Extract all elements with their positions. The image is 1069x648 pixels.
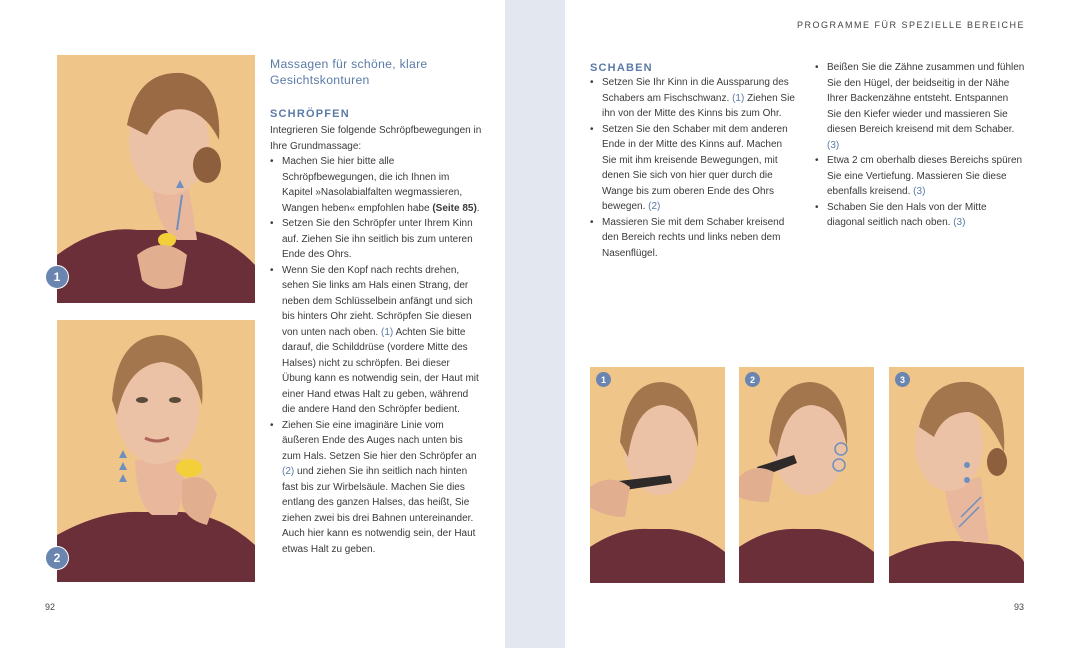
photo-1-badge: 1 bbox=[45, 265, 69, 289]
book-gutter bbox=[505, 0, 565, 648]
figure-reference: (2) bbox=[648, 201, 661, 212]
list-item: • Schaben Sie den Hals von der Mitte diagonal seitlich nach oben. (3) bbox=[815, 200, 1025, 231]
woman-scraper-chin-illustration bbox=[590, 367, 725, 583]
list-item: • Ziehen Sie eine imaginäre Linie vom äußeren Ende des Auges nach unten bis zum Hals. Setzen Sie hier den Schröpfer an (2) und ziehen Sie ihn seitlich nach hinten fast bis zur Wirbelsäule. Machen Sie dies entlang des ganzen Halses, das heißt, Sie ziehen zwei bis drei Bahnen untereinander. Auch hier kann es notwendig sein, der Haut etwas Halt zu geben. bbox=[270, 418, 482, 558]
photo-small-2-badge: 2 bbox=[745, 372, 760, 387]
list-item: • Setzen Sie Ihr Kinn in die Aussparung des Schabers am Fischschwanz. (1) Ziehen Sie ihn von der Mitte des Kinns bis zum Ohr. bbox=[590, 75, 795, 122]
figure-reference: (1) bbox=[380, 326, 394, 338]
figure-reference: (3) bbox=[953, 217, 966, 228]
photo-neck-cupping-front bbox=[57, 320, 255, 582]
figure-reference: (1) bbox=[732, 92, 745, 104]
left-page bbox=[0, 0, 505, 648]
scraping-bullet-list-2 bbox=[815, 60, 1025, 231]
scraping-column-2 bbox=[815, 60, 1025, 231]
photo-neck-diagonal bbox=[889, 367, 1024, 583]
list-item: • Machen Sie hier bitte alle Schröpfbewegungen, die ich Ihnen im Kapitel »Nasolabialfalten wegmassieren, Wangen heben« empfohlen habe (Seite 85). bbox=[270, 154, 482, 216]
woman-scraper-cheek-illustration bbox=[739, 367, 874, 583]
list-item: • Massieren Sie mit dem Schaber kreisend den Bereich rechts und links neben dem Nasenflügel. bbox=[590, 215, 795, 262]
list-item: • Setzen Sie den Schröpfer unter Ihrem Kinn auf. Ziehen Sie ihn seitlich bis zum unteren Ende des Ohrs. bbox=[270, 216, 482, 263]
page-number-left: 92 bbox=[45, 602, 56, 612]
list-item: • Beißen Sie die Zähne zusammen und fühlen Sie den Hügel, der beidseitig in der Nähe Ihrer Backenzähne entsteht. Entspannen Sie den Kiefer wieder und massieren Sie diesen Bereich kreisend mit dem Schaber. (3) bbox=[815, 60, 1025, 153]
figure-reference: (3) bbox=[827, 139, 840, 151]
photo-neck-cupping-side bbox=[57, 55, 255, 303]
cupping-bullet-list bbox=[270, 154, 482, 557]
running-head: PROGRAMME FÜR SPEZIELLE BEREICHE bbox=[796, 20, 1025, 30]
figure-reference: (2) bbox=[282, 466, 295, 477]
page-number-right: 93 bbox=[1014, 602, 1025, 612]
photo-small-1-badge: 1 bbox=[596, 372, 611, 387]
figure-reference: (3) bbox=[913, 186, 926, 197]
page-reference: (Seite 85) bbox=[432, 202, 477, 214]
woman-side-portrait-illustration bbox=[57, 55, 255, 303]
section-heading: Massagen für schöne, klare Gesichtskonturen bbox=[270, 57, 428, 87]
cupping-text bbox=[270, 123, 482, 557]
photo-scraper-cheek bbox=[739, 367, 874, 583]
list-item: • Setzen Sie den Schaber mit dem anderen Ende in der Mitte des Kinns auf. Machen Sie mit ihm kreisende Bewegungen, mit denen Sie sich von hier quer durch die Wange bis zum oberen Ende des Ohrs bewegen. (2) bbox=[590, 122, 795, 215]
right-page bbox=[565, 0, 1069, 648]
cupping-subheading: SCHRÖPFEN bbox=[270, 108, 350, 120]
woman-neck-diagonal-illustration bbox=[889, 367, 1024, 583]
list-item: • Wenn Sie den Kopf nach rechts drehen, sehen Sie links am Hals einen Strang, der neben dem Schlüsselbein anfängt und sich bis hinters Ohr zieht. Schröpfen Sie diesen von unten nach oben. (1) Achten Sie bitte darauf, die Schilddrüse (vordere Mitte des Halses) nicht zu schröpfen. Bei dieser Übung kann es notwendig sein, der Haut mit einer Hand etwas Halt zu geben, während die andere Hand den Schröpfer bedient. bbox=[270, 263, 482, 418]
cupping-intro: Integrieren Sie folgende Schröpfbewegungen in Ihre Grundmassage: bbox=[270, 125, 482, 152]
scraping-bullet-list-1 bbox=[590, 75, 795, 261]
list-item: • Etwa 2 cm oberhalb dieses Bereichs spüren Sie eine Vertiefung. Massieren Sie diese ebenfalls kreisend. (3) bbox=[815, 153, 1025, 200]
photo-2-badge: 2 bbox=[45, 546, 69, 570]
scraping-column-1 bbox=[590, 75, 795, 261]
photo-small-3-badge: 3 bbox=[895, 372, 910, 387]
woman-front-portrait-illustration bbox=[57, 320, 255, 582]
scraping-subheading: SCHABEN bbox=[590, 62, 653, 74]
photo-scraper-chin bbox=[590, 367, 725, 583]
